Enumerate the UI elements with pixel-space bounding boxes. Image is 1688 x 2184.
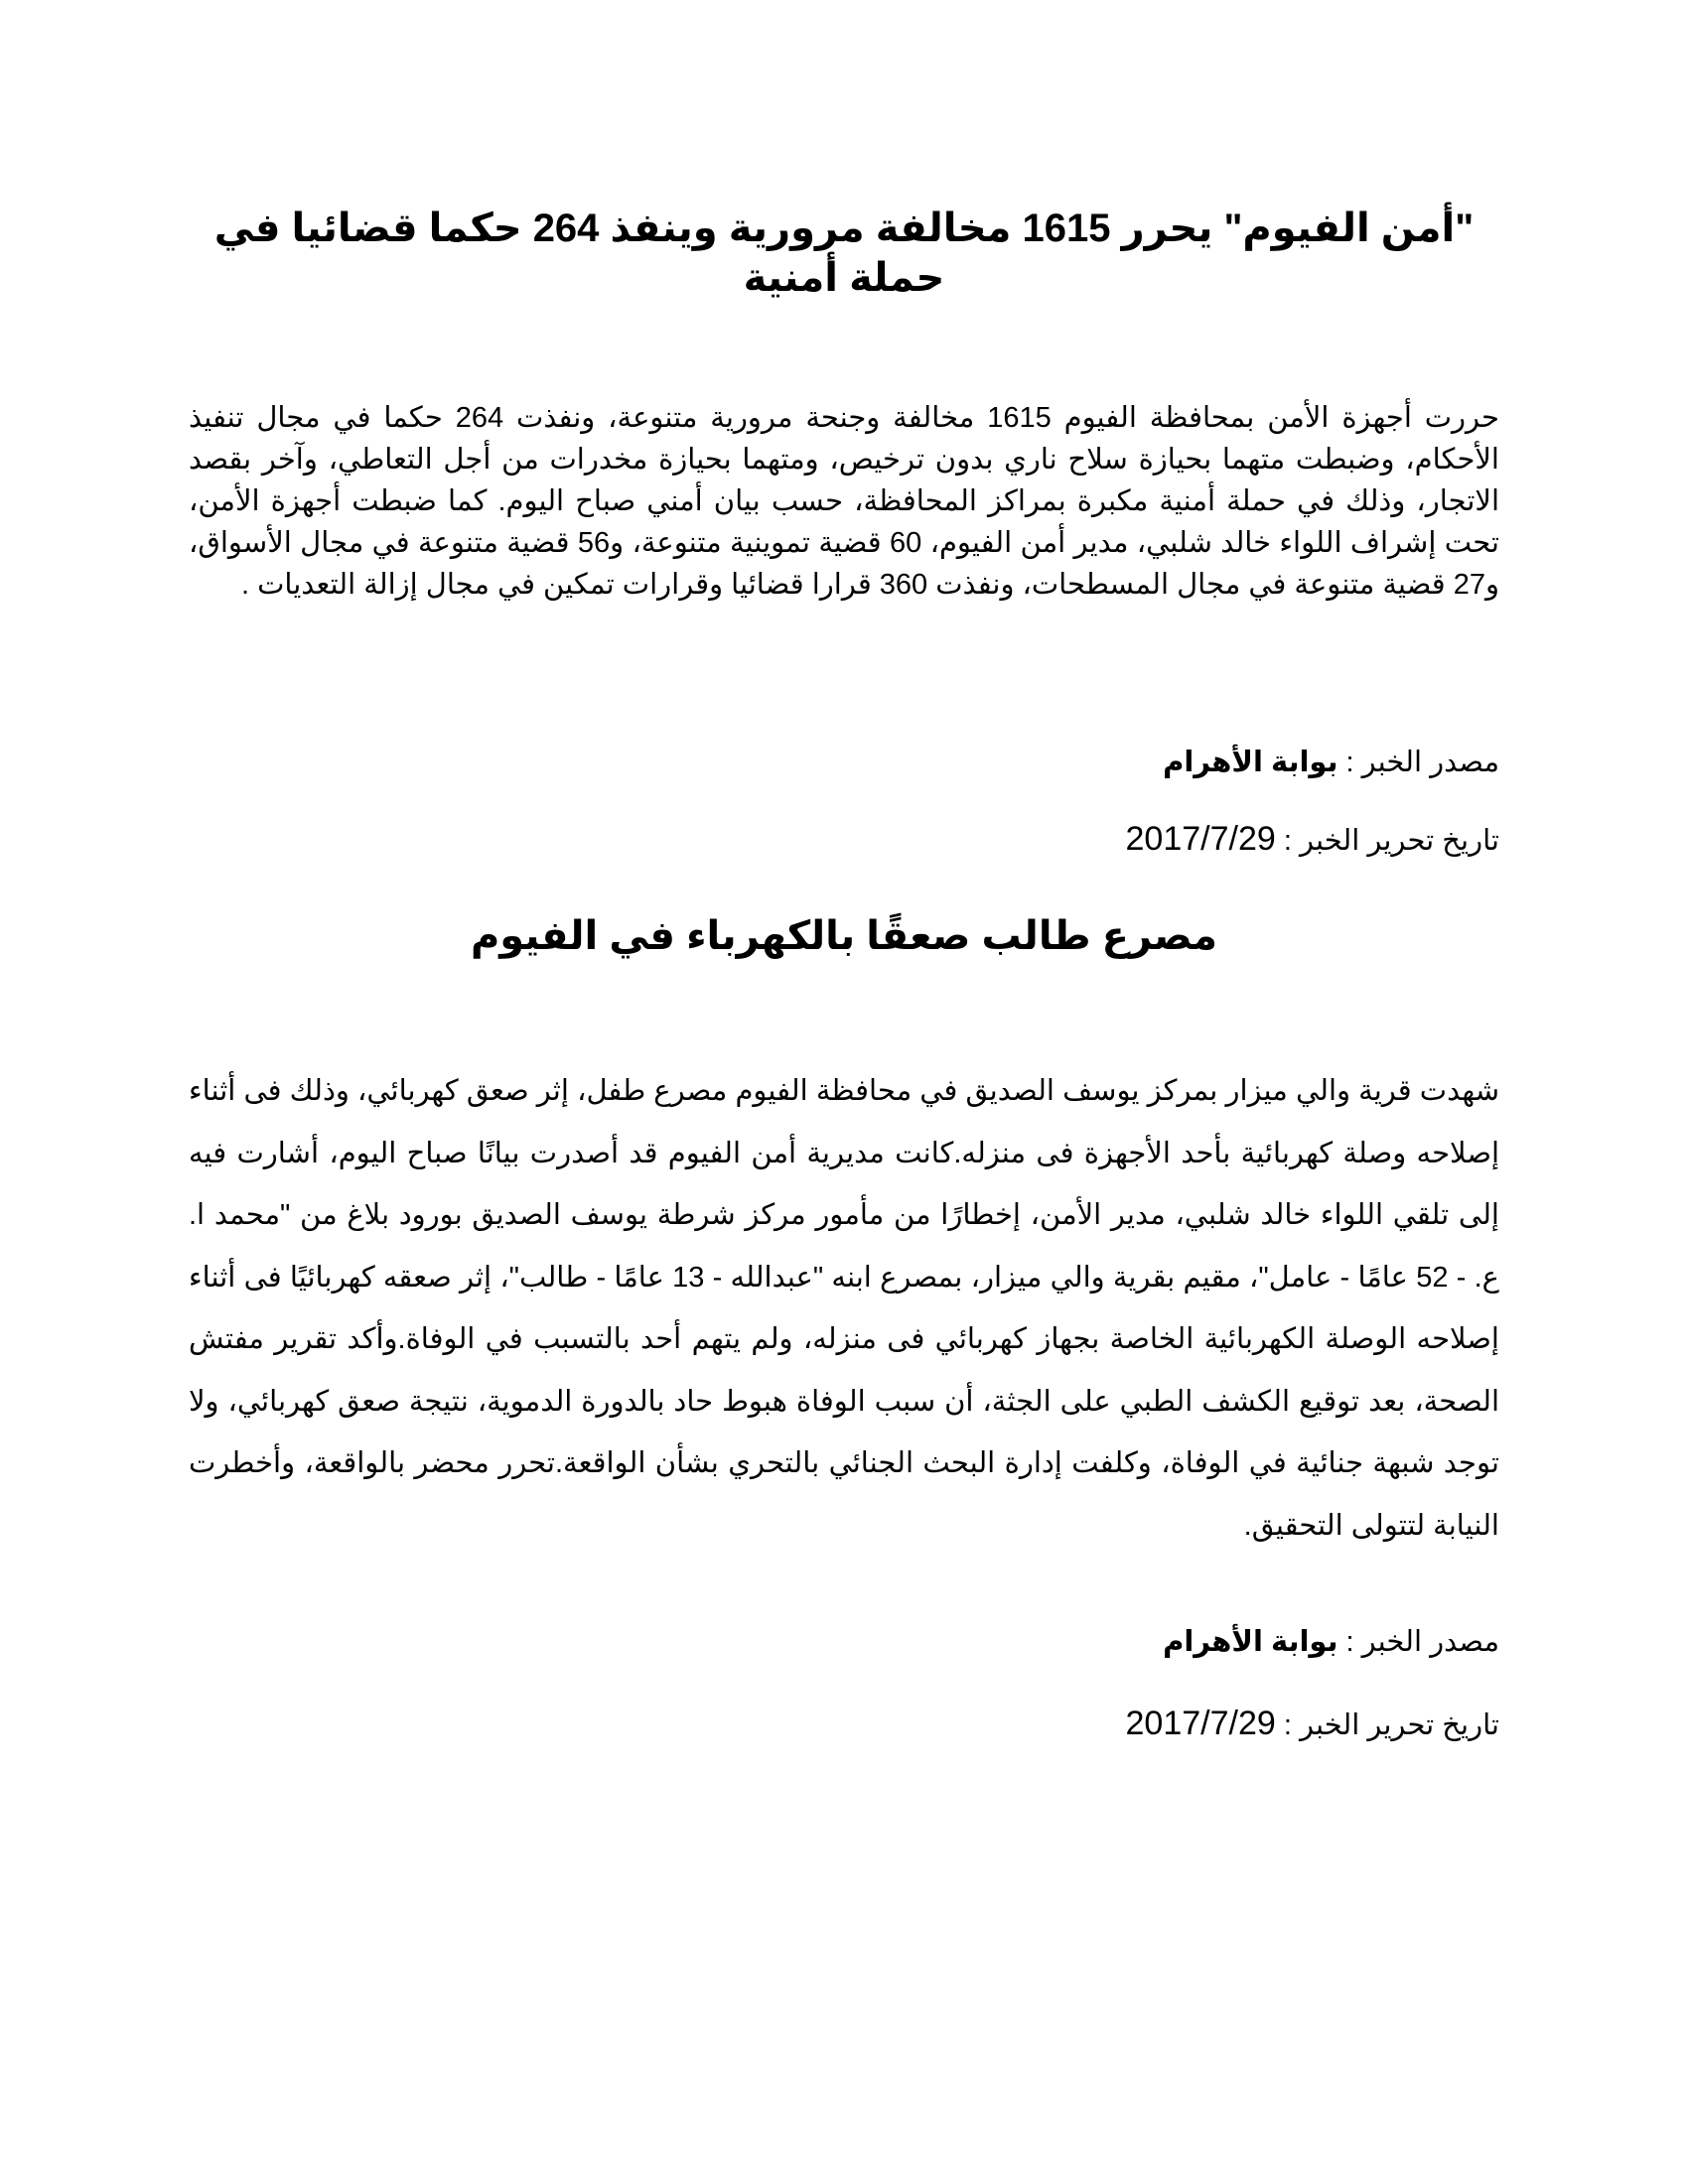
date-label: تاريخ تحرير الخبر : <box>1283 825 1499 857</box>
source-label: مصدر الخبر : <box>1345 747 1499 778</box>
date-label: تاريخ تحرير الخبر : <box>1283 1709 1499 1741</box>
source-value: بوابة الأهرام <box>1163 1626 1338 1658</box>
source-value: بوابة الأهرام <box>1163 747 1338 778</box>
date-value: 2017/7/29 <box>1125 1705 1276 1742</box>
article-1-date <box>189 819 1499 861</box>
article-2-title: مصرع طالب صعقًا بالكهرباء في الفيوم <box>470 914 1218 958</box>
article-2-date <box>189 1704 1499 1745</box>
document-page <box>189 0 1499 2184</box>
article-1-source <box>189 743 1499 782</box>
date-value: 2017/7/29 <box>1125 820 1276 858</box>
article-2-source <box>189 1622 1499 1662</box>
source-label: مصدر الخبر : <box>1345 1626 1499 1658</box>
article-1-body: حررت أجهزة الأمن بمحافظة الفيوم 1615 مخالفة وجنحة مرورية متنوعة، ونفذت 264 حكما في مجال تنفيذ الأحكام، وضبطت متهما بحيازة سلاح ناري بدون ترخيص، ومتهما بحيازة مخدرات من أجل التعاطي، وآخر بقصد الاتجار، وذلك في حملة أمنية مكبرة بمراكز المحافظة، حسب بيان أمني صباح اليوم. كما ضبطت أجهزة الأمن، تحت إشراف اللواء خالد شلبي، مدير أمن الفيوم، 60 قضية تموينية متنوعة، و56 قضية متنوعة في مجال الأسواق، و27 قضية متنوعة في مجال المسطحات، ونفذت 360 قرارا قضائيا وقرارات تمكين في مجال إزالة التعديات . <box>189 402 1499 601</box>
article-1-title: "أمن الفيوم" يحرر 1615 مخالفة مرورية وينفذ 264 حكما قضائيا في حملة أمنية <box>213 206 1475 300</box>
article-2-body: شهدت قرية والي ميزار بمركز يوسف الصديق في محافظة الفيوم مصرع طفل، إثر صعق كهربائي، وذلك فى أثناء إصلاحه وصلة كهربائية بأحد الأجهزة فى منزله.كانت مديرية أمن الفيوم قد أصدرت بيانًا صباح اليوم، أشارت فيه إلى تلقي اللواء خالد شلبي، مدير الأمن، إخطارًا من مأمور مركز شرطة يوسف الصديق بورود بلاغ من "محمد ا. ع. - 52 عامًا - عامل"، مقيم بقرية والي ميزار، بمصرع ابنه "عبدالله - 13 عامًا - طالب"، إثر صعقه كهربائيًا فى أثناء إصلاحه الوصلة الكهربائية الخاصة بجهاز كهربائي فى منزله، ولم يتهم أحد بالتسبب في الوفاة.وأكد تقرير مفتش الصحة، بعد توقيع الكشف الطبي على الجثة، أن سبب الوفاة هبوط حاد بالدورة الدموية، نتيجة صعق كهربائي، ولا توجد شبهة جنائية في الوفاة، وكلفت إدارة البحث الجنائي بالتحري بشأن الواقعة.تحرر محضر بالواقعة، وأخطرت النيابة لتتولى التحقيق. <box>189 1075 1499 1542</box>
